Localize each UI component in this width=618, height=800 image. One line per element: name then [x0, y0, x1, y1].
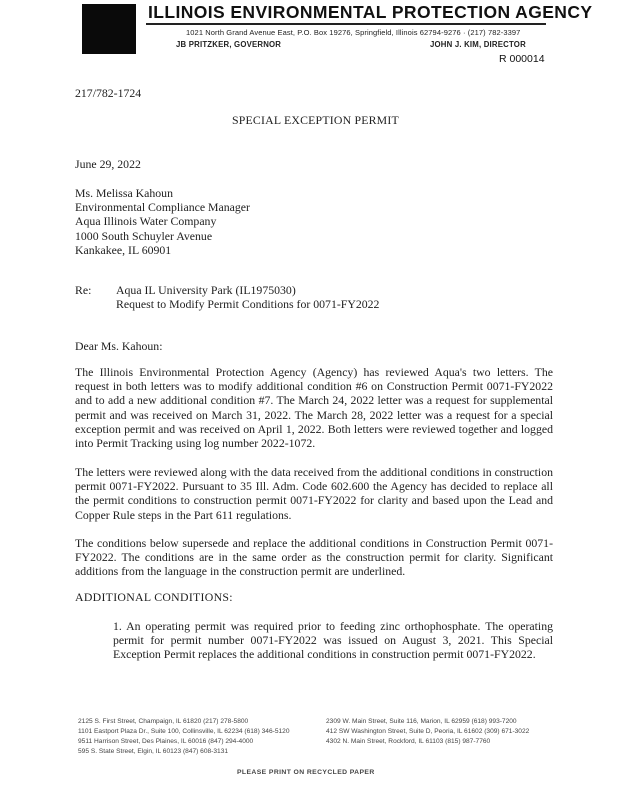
- recipient-title: Environmental Compliance Manager: [75, 200, 250, 215]
- recipient-address: [75, 186, 250, 257]
- director-name: JOHN J. KIM, DIRECTOR: [430, 40, 526, 49]
- phone-number: 217/782-1724: [75, 86, 142, 100]
- office-address: 412 SW Washington Street, Suite D, Peoria, IL 61602 (309) 671-3022: [326, 728, 530, 735]
- condition-item: 1. An operating permit was required prior to feeding zinc orthophosphate. The operating permit for permit number 0071-FY2022 was issued on August 3, 2021. This Special Exception Permit replaces the additional conditions in construction permit 0071-FY2022.: [113, 619, 553, 662]
- agency-logo-block: [82, 4, 136, 54]
- letterhead-rule: [146, 23, 546, 25]
- office-address: 595 S. State Street, Elgin, IL 60123 (847) 608-3131: [78, 748, 229, 755]
- office-address: 2309 W. Main Street, Suite 116, Marion, IL 62959 (618) 993-7200: [326, 718, 517, 725]
- office-address: 1101 Eastport Plaza Dr., Suite 100, Collinsville, IL 62234 (618) 346-5120: [78, 728, 290, 735]
- office-address: 4302 N. Main Street, Rockford, IL 61103 (815) 987-7760: [326, 738, 491, 745]
- body-paragraph: The letters were reviewed along with the data received from the additional conditions in construction permit 0071-FY2022. Pursuant to 35 Ill. Adm. Code 602.600 the Agency has decided to replace all the permit conditions to construction permit 0071-FY2022 for clarity and based upon the Lead and Copper Rule steps in the Part 611 regulations.: [75, 465, 553, 522]
- governor-name: JB PRITZKER, GOVERNOR: [176, 40, 282, 49]
- footer-offices-left: [78, 717, 290, 757]
- subject-line: Request to Modify Permit Conditions for 0071-FY2022: [116, 297, 380, 312]
- page-title: SPECIAL EXCEPTION PERMIT: [232, 113, 399, 127]
- recipient-company: Aqua Illinois Water Company: [75, 214, 217, 229]
- recycled-paper-note: PLEASE PRINT ON RECYCLED PAPER: [237, 769, 375, 776]
- subject-lines: [116, 283, 379, 311]
- subject-line: Aqua IL University Park (IL1975030): [116, 283, 296, 297]
- recipient-street: 1000 South Schuyler Avenue: [75, 228, 213, 243]
- recipient-city: Kankakee, IL 60901: [75, 242, 172, 257]
- salutation: Dear Ms. Kahoun:: [75, 339, 163, 353]
- body-paragraph: The Illinois Environmental Protection Agency (Agency) has reviewed Aqua's two letters. The request in both letters was to modify additional condition #6 on Construction Permit 0071-FY2022 and to add a new additional condition #7. The March 24, 2022 letter was a request for supplemental permit and was received on March 31, 2022. The March 28, 2022 letter was a request for a special exception permit and was received on April 1, 2022. Both letters were reviewed together and logged into Permit Tracking using log number 2022-1072.: [75, 365, 553, 451]
- footer-offices-right: [326, 717, 529, 747]
- letter-date: June 29, 2022: [75, 157, 141, 171]
- reference-number: R 000014: [499, 53, 545, 65]
- recipient-name: Ms. Melissa Kahoun: [75, 186, 173, 200]
- agency-name: ILLINOIS ENVIRONMENTAL PROTECTION AGENCY: [148, 2, 593, 22]
- office-address: 2125 S. First Street, Champaign, IL 61820 (217) 278-5800: [78, 718, 249, 725]
- re-label: Re:: [75, 283, 92, 297]
- agency-address: 1021 North Grand Avenue East, P.O. Box 19276, Springfield, Illinois 62794-9276 · (217) 782-3397: [186, 28, 521, 37]
- body-paragraph: The conditions below supersede and replace the additional conditions in Construction Permit 0071-FY2022. The conditions are in the same order as the construction permit for clarity. Significant additions from the language in the construction permit are underlined.: [75, 536, 553, 579]
- section-heading: ADDITIONAL CONDITIONS:: [75, 590, 233, 604]
- office-address: 9511 Harrison Street, Des Plaines, IL 60016 (847) 294-4000: [78, 738, 254, 745]
